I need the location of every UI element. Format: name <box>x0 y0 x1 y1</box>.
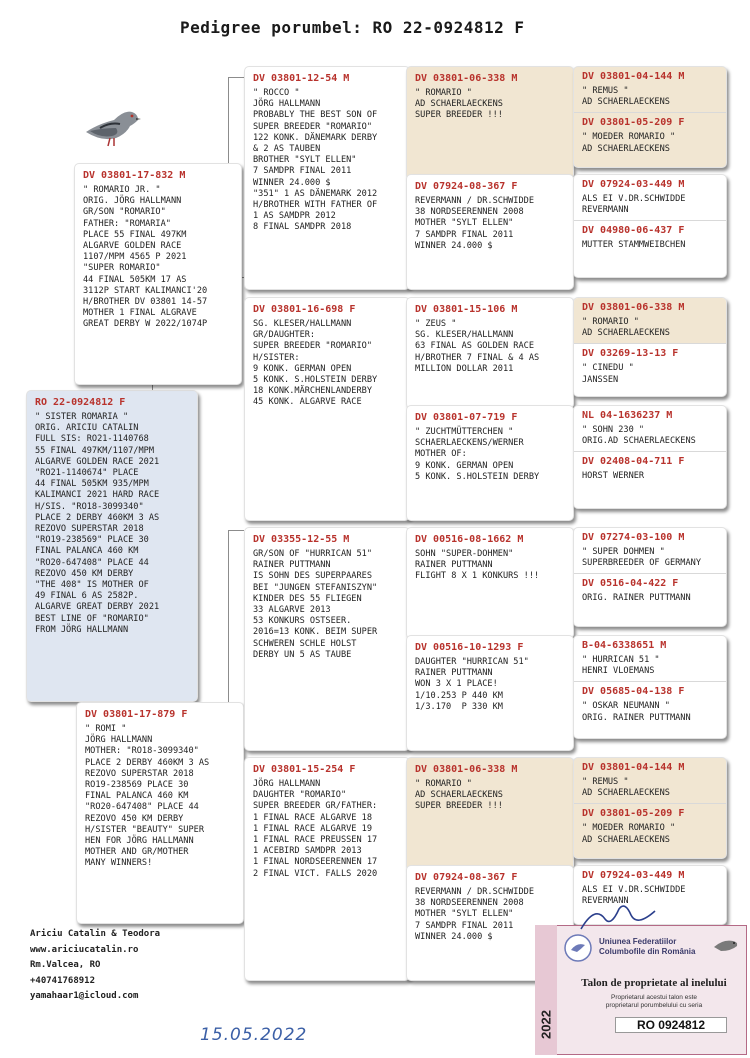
pigeon-emblem-icon <box>711 933 741 957</box>
grandparent-text: JÖRG HALLMANN DAUGHTER "ROMARIO" SUPER BREEDER GR/FATHER: 1 FINAL RACE ALGARVE 18 1 FINAL RACE ALGARVE 19 1 FINAL RACE PREUSSEN 17 1 ACEBIRD SAMDPR 2013 1 FINAL NORDSEERENNEN 17 2 FINAL VICT. FALLS 2020 <box>253 779 378 879</box>
grandparent-ring: DV 03801-16-698 F <box>253 304 356 315</box>
great-great-grandparent-text: HORST WERNER <box>582 471 645 482</box>
signature-image <box>575 897 665 937</box>
great-grandparent-card <box>406 66 574 180</box>
great-great-grandparent-text: " MOEDER ROMARIO " AD SCHAERLAECKENS <box>582 823 676 845</box>
great-great-grandparent-ring: DV 03801-05-209 F <box>582 808 685 820</box>
great-great-grandparent-ring: DV 03801-05-209 F <box>582 117 685 129</box>
great-great-grandparent-text: MUTTER STAMMWEIBCHEN <box>582 240 686 251</box>
grandparent-text: SG. KLESER/HALLMANN GR/DAUGHTER: SUPER BREEDER "ROMARIO" H/SISTER: 9 KONK. GERMAN OPEN 5 KONK. S.HOLSTEIN DERBY 18 KONK.MÄRCHENLANDERBY 45 KONK. ALGARVE RACE <box>253 319 378 408</box>
grandparent-text: " ROCCO " JÖRG HALLMANN PROBABLY THE BEST SON OF SUPER BREEDER "ROMARIO" 122 KONK. DÄNEMARK DERBY & 2 AS TAUBEN BROTHER "SYLT ELLEN" 7 SAMDPR FINAL 2011 WINNER 24.000 $ "351" 1 AS DÄNEMARK 2012 H/BROTHER WITH FATHER OF 1 AS SAMDPR 2012 8 FINAL SAMDPR 2018 <box>253 88 378 233</box>
great-grandparent-ring: DV 03801-07-719 F <box>415 412 518 423</box>
great-great-grandparent-card <box>573 297 727 397</box>
great-great-grandparent-text: ALS EI V.DR.SCHWIDDE REVERMANN <box>582 194 686 216</box>
father-text: " ROMARIO JR. " ORIG. JÖRG HALLMANN GR/SON "ROMARIO" FATHER: "ROMARIA" PLACE 55 FINAL 497KM ALGARVE GOLDEN RACE 1107/MPM 4565 P 2021 "SUPER ROMARIO" 44 FINAL 505KM 17 AS 3112P START KALIMANCI'20 H/BROTHER DV 03801 14-57 MOTHER 1 FINAL ALGRAVE GREAT DERBY W 2022/1074P <box>83 185 208 330</box>
great-great-grandparent-text: " OSKAR NEUMANN " ORIG. RAINER PUTTMANN <box>582 701 691 723</box>
mother-card <box>76 702 244 924</box>
great-great-grandparent-text: " SUPER DOHMEN " SUPERBREEDER OF GERMANY <box>582 547 701 569</box>
great-grandparent-card <box>406 527 574 639</box>
great-great-grandparent-ring: DV 02408-04-711 F <box>582 456 685 468</box>
great-great-grandparent-text: " SOHN 230 " ORIG.AD SCHAERLAECKENS <box>582 425 696 447</box>
great-great-grandparent-text: " ROMARIO " AD SCHAERLAECKENS <box>582 317 670 339</box>
great-grandparent-text: SOHN "SUPER-DOHMEN" RAINER PUTTMANN FLIGHT 8 X 1 KONKURS !!! <box>415 549 540 582</box>
page-title: Pedigree porumbel: RO 22-0924812 F <box>180 18 525 37</box>
stamp-heading: Talon de proprietate al inelului <box>581 977 727 989</box>
great-great-grandparent-ring: DV 07924-03-449 M <box>582 870 685 881</box>
great-great-grandparent-card <box>573 174 727 278</box>
great-grandparent-text: " ROMARIO " AD SCHAERLAECKENS SUPER BREEDER !!! <box>415 88 503 121</box>
grandparent-card <box>244 757 410 981</box>
subject-ring: RO 22-0924812 F <box>35 397 126 408</box>
great-great-grandparent-card <box>573 405 727 509</box>
great-grandparent-card <box>406 297 574 409</box>
great-great-grandparent-text: " MOEDER ROMARIO " AD SCHAERLAECKENS <box>582 132 676 154</box>
ring-ownership-stamp <box>535 925 747 1055</box>
mother-ring: DV 03801-17-879 F <box>85 709 188 720</box>
great-great-grandparent-card <box>573 66 727 168</box>
federation-logo-icon <box>563 933 593 963</box>
grandparent-ring: DV 03355-12-55 M <box>253 534 350 545</box>
grandparent-ring: DV 03801-12-54 M <box>253 73 350 84</box>
breeder-contact: Ariciu Catalin & Teodora www.ariciucatalin.ro Rm.Valcea, RO +40741768912 yamahaar1@icloud.com <box>30 929 161 1002</box>
great-grandparent-card <box>406 757 574 871</box>
great-grandparent-text: " ZEUS " SG. KLESER/HALLMANN 63 FINAL AS GOLDEN RACE H/BROTHER 7 FINAL & 4 AS MILLION DOLLAR 2011 <box>415 319 540 374</box>
great-grandparent-ring: DV 00516-10-1293 F <box>415 642 524 653</box>
great-grandparent-card <box>406 174 574 290</box>
stamp-note: Proprietarul acestui talon este proprietarul porumbelului cu seria <box>605 994 703 1009</box>
subject-text: " SISTER ROMARIA " ORIG. ARICIU CATALIN FULL SIS: RO21-1140768 55 FINAL 497KM/1107/MPM ALGARVE GOLDEN RACE 2021 "RO21-1140674" PLACE 44 FINAL 505KM 935/MPM KALIMANCI 2021 HARD RACE H/SIS. "RO18-3099340" PLACE 2 DERBY 460KM 3 AS REZOVO SUPERSTAR 2018 "RO19-238569" PLACE 30 FINAL PALANCA 460 KM "RO20-647408" PLACE 44 REZOVO 450 KM DERBY "THE 408" IS MOTHER OF 49 FINAL 6 AS 2582P. ALGARVE GREAT DERBY 2021 BEST LINE OF "ROMARIO" FROM JÖRG HALLMANN <box>35 412 160 635</box>
great-great-grandparent-ring: DV 03269-13-13 F <box>582 348 679 360</box>
great-great-grandparent-ring: DV 03801-04-144 M <box>582 71 685 82</box>
stamp-year: 2022 <box>538 1010 554 1039</box>
great-grandparent-ring: DV 03801-06-338 M <box>415 73 518 84</box>
great-grandparent-card <box>406 635 574 751</box>
stamp-federation: Uniunea Federatiilor Columbofile din România <box>599 937 696 956</box>
grandparent-card <box>244 297 410 521</box>
great-great-grandparent-card <box>573 527 727 627</box>
father-card <box>74 163 242 385</box>
great-grandparent-ring: DV 03801-15-106 M <box>415 304 518 315</box>
grandparent-text: GR/SON OF "HURRICAN 51" RAINER PUTTMANN IS SOHN DES SUPERPAARES BEI "JUNGEN STEFANISZYN" KINDER DES 55 FLIEGEN 33 ALGARVE 2013 53 KONKURS OSTSEER. 2016=13 KONK. BEIM SUPER SCHWEREN SCHLE HOLST DERBY UN 5 AS TAUBE <box>253 549 378 660</box>
great-great-grandparent-ring: NL 04-1636237 M <box>582 410 673 421</box>
great-grandparent-ring: DV 07924-08-367 F <box>415 872 518 883</box>
great-great-grandparent-ring: DV 03801-06-338 M <box>582 302 685 313</box>
great-great-grandparent-ring: DV 0516-04-422 F <box>582 578 679 590</box>
great-great-grandparent-text: " HURRICAN 51 " HENRI VLOEMANS <box>582 655 660 677</box>
great-great-grandparent-card <box>573 635 727 739</box>
great-great-grandparent-text: " REMUS " AD SCHAERLAECKENS <box>582 777 670 799</box>
grandparent-card <box>244 527 410 751</box>
father-ring: DV 03801-17-832 M <box>83 170 186 181</box>
great-grandparent-ring: DV 07924-08-367 F <box>415 181 518 192</box>
great-grandparent-text: REVERMANN / DR.SCHWIDDE 38 NORDSEERENNEN 2008 MOTHER "SYLT ELLEN" 7 SAMDPR FINAL 2011 WINNER 24.000 $ <box>415 887 534 942</box>
handwritten-date: 15.05.2022 <box>200 1025 308 1045</box>
great-great-grandparent-ring: DV 04980-06-437 F <box>582 225 685 237</box>
great-great-grandparent-card <box>573 757 727 859</box>
great-great-grandparent-text: " REMUS " AD SCHAERLAECKENS <box>582 86 670 108</box>
stamp-ring-number: RO 0924812 <box>615 1017 727 1033</box>
pigeon-image <box>80 98 144 150</box>
great-grandparent-ring: DV 03801-06-338 M <box>415 764 518 775</box>
great-grandparent-text: DAUGHTER "HURRICAN 51" RAINER PUTTMANN WON 3 X 1 PLACE! 1/10.253 P 440 KM 1/3.170 P 330 KM <box>415 657 529 712</box>
great-grandparent-text: " ZUCHTMÜTTERCHEN " SCHAERLAECKENS/WERNER MOTHER OF: 9 KONK. GERMAN OPEN 5 KONK. S.HOLSTEIN DERBY <box>415 427 540 482</box>
mother-text: " ROMI " JÖRG HALLMANN MOTHER: "RO18-3099340" PLACE 2 DERBY 460KM 3 AS REZOVO SUPERSTAR 2018 RO19-238569 PLACE 30 FINAL PALANCA 460 KM "RO20-647408" PLACE 44 REZOVO 450 KM DERBY H/SISTER "BEAUTY" SUPER HEN FOR JÖRG HALLMANN MOTHER AND GR/MOTHER MANY WINNERS! <box>85 724 210 869</box>
grandparent-card <box>244 66 410 290</box>
great-grandparent-ring: DV 00516-08-1662 M <box>415 534 524 545</box>
great-great-grandparent-ring: DV 07924-03-449 M <box>582 179 685 190</box>
great-great-grandparent-text: ALS EI V.DR.SCHWIDDE REVERMANN <box>582 885 686 907</box>
great-grandparent-text: " ROMARIO " AD SCHAERLAECKENS SUPER BREEDER !!! <box>415 779 503 812</box>
great-great-grandparent-text: " CINEDU " JANSSEN <box>582 363 634 385</box>
great-great-grandparent-ring: B-04-6338651 M <box>582 640 667 651</box>
great-great-grandparent-text: ORIG. RAINER PUTTMANN <box>582 593 691 604</box>
great-great-grandparent-ring: DV 05685-04-138 F <box>582 686 685 698</box>
great-grandparent-text: REVERMANN / DR.SCHWIDDE 38 NORDSEERENNEN 2008 MOTHER "SYLT ELLEN" 7 SAMDPR FINAL 2011 WINNER 24.000 $ <box>415 196 534 251</box>
great-grandparent-card <box>406 405 574 521</box>
grandparent-ring: DV 03801-15-254 F <box>253 764 356 775</box>
great-great-grandparent-ring: DV 03801-04-144 M <box>582 762 685 773</box>
great-great-grandparent-ring: DV 07274-03-100 M <box>582 532 685 543</box>
subject-card <box>26 390 198 702</box>
